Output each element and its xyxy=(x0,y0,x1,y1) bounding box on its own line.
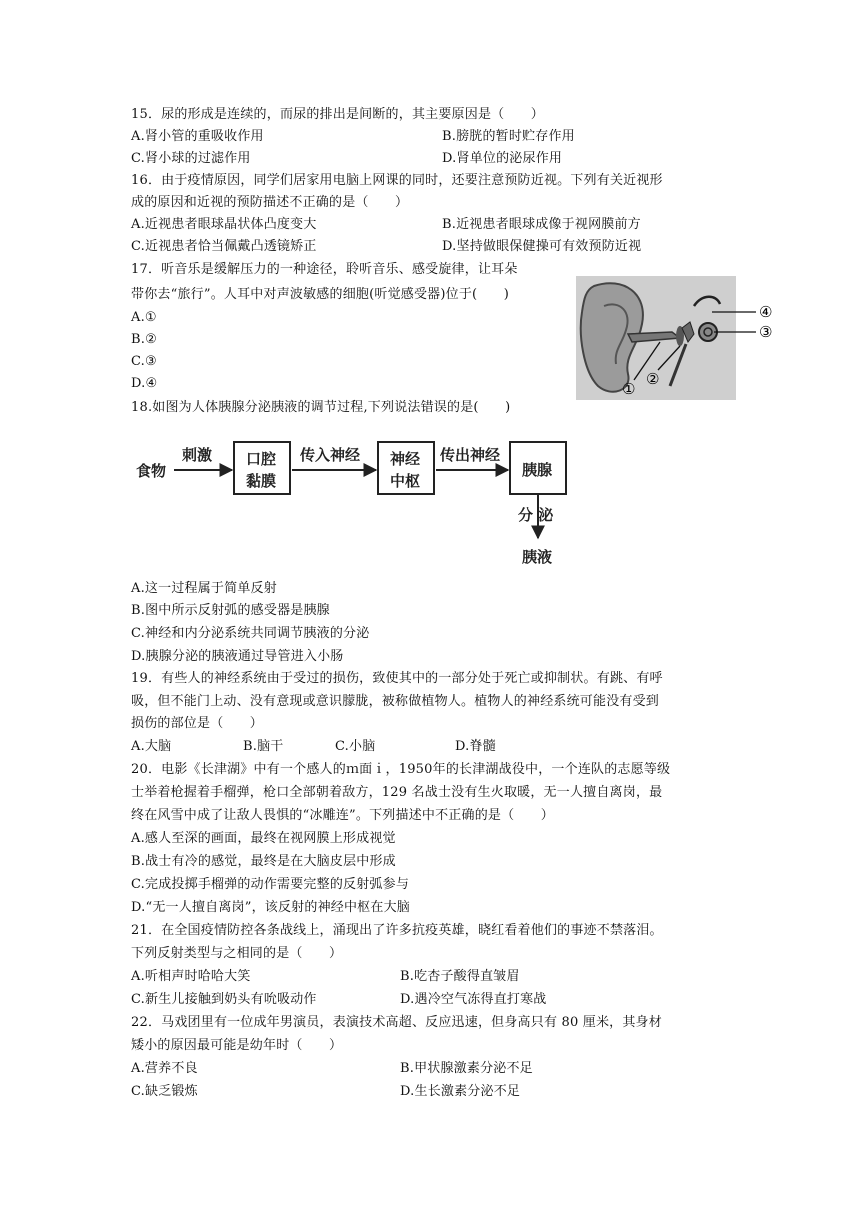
q21-option-d: D.遇冷空气冻得直打寒战 xyxy=(400,992,547,1007)
box2-line1: 神经 xyxy=(390,450,421,468)
q15-option-b: B.膀胱的暂时贮存作用 xyxy=(442,129,575,144)
q20-option-c: C.完成投掷手榴弹的动作需要完整的反射弧参与 xyxy=(131,877,410,892)
question-21-stem-1: 21．在全国疫情防控各条战线上，涌现出了许多抗疫英雄，晓红看着他们的事迹不禁落泪。 xyxy=(131,923,663,938)
q21-option-c: C.新生儿接触到奶头有吮吸动作 xyxy=(131,992,317,1007)
q22-option-c: C.缺乏锻炼 xyxy=(131,1084,198,1099)
diagram-efferent: 传出神经 xyxy=(440,446,501,464)
q22-option-d: D.生长激素分泌不足 xyxy=(400,1084,521,1099)
diagram-secrete: 分 泌 xyxy=(518,506,554,524)
ear-label-2: ② xyxy=(646,370,660,388)
q21-option-b: B.吃杏子酸得直皱眉 xyxy=(400,969,520,984)
question-19-stem-2: 吸，但不能门上动、没有意现或意识朦胧，被称做植物人。植物人的神经系统可能没有受到 xyxy=(131,694,660,709)
ear-anatomy-figure xyxy=(576,276,776,400)
q16-option-a: A.近视患者眼球晶状体凸度变大 xyxy=(131,217,317,232)
q22-option-a: A.营养不良 xyxy=(131,1061,198,1076)
box1-line1: 口腔 xyxy=(246,450,277,468)
q19-option-a: A.大脑 xyxy=(131,739,172,754)
question-21-stem-2: 下列反射类型与之相同的是（ ） xyxy=(131,946,343,961)
ear-label-3: ③ xyxy=(759,323,773,341)
question-16-stem-1: 16．由于疫情原因，同学们居家用电脑上网课的同时，还要注意预防近视。下列有关近视形 xyxy=(131,173,663,188)
diagram-stimulus: 刺激 xyxy=(182,446,213,464)
q17-option-a: A.① xyxy=(131,310,157,325)
question-19-stem-3: 损伤的部位是（ ） xyxy=(131,716,264,731)
q21-option-a: A.听相声时哈哈大笑 xyxy=(131,969,251,984)
q18-option-d: D.胰腺分泌的胰液通过导管进入小肠 xyxy=(131,649,344,664)
question-17-stem-2: 带你去“旅行”。人耳中对声波敏感的细胞(听觉感受器)位于( ) xyxy=(131,287,509,302)
q16-option-d: D.坚持做眼保健操可有效预防近视 xyxy=(442,239,642,254)
question-17-stem-1: 17．听音乐是缓解压力的一种途径，聆听音乐、感受旋律，让耳朵 xyxy=(131,262,518,277)
q15-option-a: A.肾小管的重吸收作用 xyxy=(131,129,264,144)
q19-option-d: D.脊髓 xyxy=(455,739,496,754)
q18-option-c: C.神经和内分泌系统共同调节胰液的分泌 xyxy=(131,626,370,641)
q19-option-b: B.脑干 xyxy=(243,739,284,754)
q16-option-b: B.近视患者眼球成像于视网膜前方 xyxy=(442,217,641,232)
q17-option-c: C.③ xyxy=(131,354,157,369)
q17-option-d: D.④ xyxy=(131,376,158,391)
question-18-stem: 18.如图为人体胰腺分泌胰液的调节过程,下列说法错误的是( ) xyxy=(131,400,511,415)
question-22-stem-2: 矮小的原因最可能是幼年时（ ） xyxy=(131,1038,343,1053)
diagram-afferent: 传入神经 xyxy=(300,446,361,464)
q20-option-b: B.战士有冷的感觉，最终是在大脑皮层中形成 xyxy=(131,854,396,869)
diagram-product: 胰液 xyxy=(522,548,553,566)
box2-line2: 中枢 xyxy=(390,472,421,490)
q18-option-a: A.这一过程属于简单反射 xyxy=(131,581,277,596)
q19-option-c: C.小脑 xyxy=(335,739,376,754)
ear-label-1: ① xyxy=(622,380,636,398)
box3-label: 胰腺 xyxy=(522,461,553,479)
pancreas-reflex-diagram xyxy=(130,430,570,580)
question-15-stem: 15．尿的形成是连续的，而尿的排出是间断的，其主要原因是（ ） xyxy=(131,107,544,122)
box1-line2: 黏膜 xyxy=(246,472,277,490)
q22-option-b: B.甲状腺激素分泌不足 xyxy=(400,1061,533,1076)
question-20-stem-2: 士举着枪握着手榴弹，枪口全部朝着敌方，129 名战士没有生火取暖，无一人擅自离岗，最 xyxy=(131,785,663,800)
q20-option-d: D.“无一人擅自离岗”，该反射的神经中枢在大脑 xyxy=(131,900,410,915)
q17-option-b: B.② xyxy=(131,332,157,347)
q15-option-c: C.肾小球的过滤作用 xyxy=(131,151,251,166)
ear-label-4: ④ xyxy=(759,303,773,321)
q15-option-d: D.肾单位的泌尿作用 xyxy=(442,151,563,166)
diagram-food: 食物 xyxy=(136,462,167,480)
question-16-stem-2: 成的原因和近视的预防描述不正确的是（ ） xyxy=(131,195,409,210)
question-20-stem-3: 终在风雪中成了让敌人畏惧的“冰雕连”。下列描述中不正确的是（ ） xyxy=(131,808,554,823)
q16-option-c: C.近视患者恰当佩戴凸透镜矫正 xyxy=(131,239,317,254)
question-20-stem-1: 20．电影《长津湖》中有一个感人的ｍ面ｉ，1950年的长津湖战役中，一个连队的志愿等级 xyxy=(131,762,671,777)
q18-option-b: B.图中所示反射弧的感受器是胰腺 xyxy=(131,603,330,618)
question-22-stem-1: 22．马戏团里有一位成年男演员，表演技术高超、反应迅速，但身高只有 80 厘米，其身材 xyxy=(131,1015,662,1030)
question-19-stem-1: 19．有些人的神经系统由于受过的损伤，致使其中的一部分处于死亡或抑制状。有跳、有呼 xyxy=(131,671,663,686)
q20-option-a: A.感人至深的画面，最终在视网膜上形成视觉 xyxy=(131,831,396,846)
